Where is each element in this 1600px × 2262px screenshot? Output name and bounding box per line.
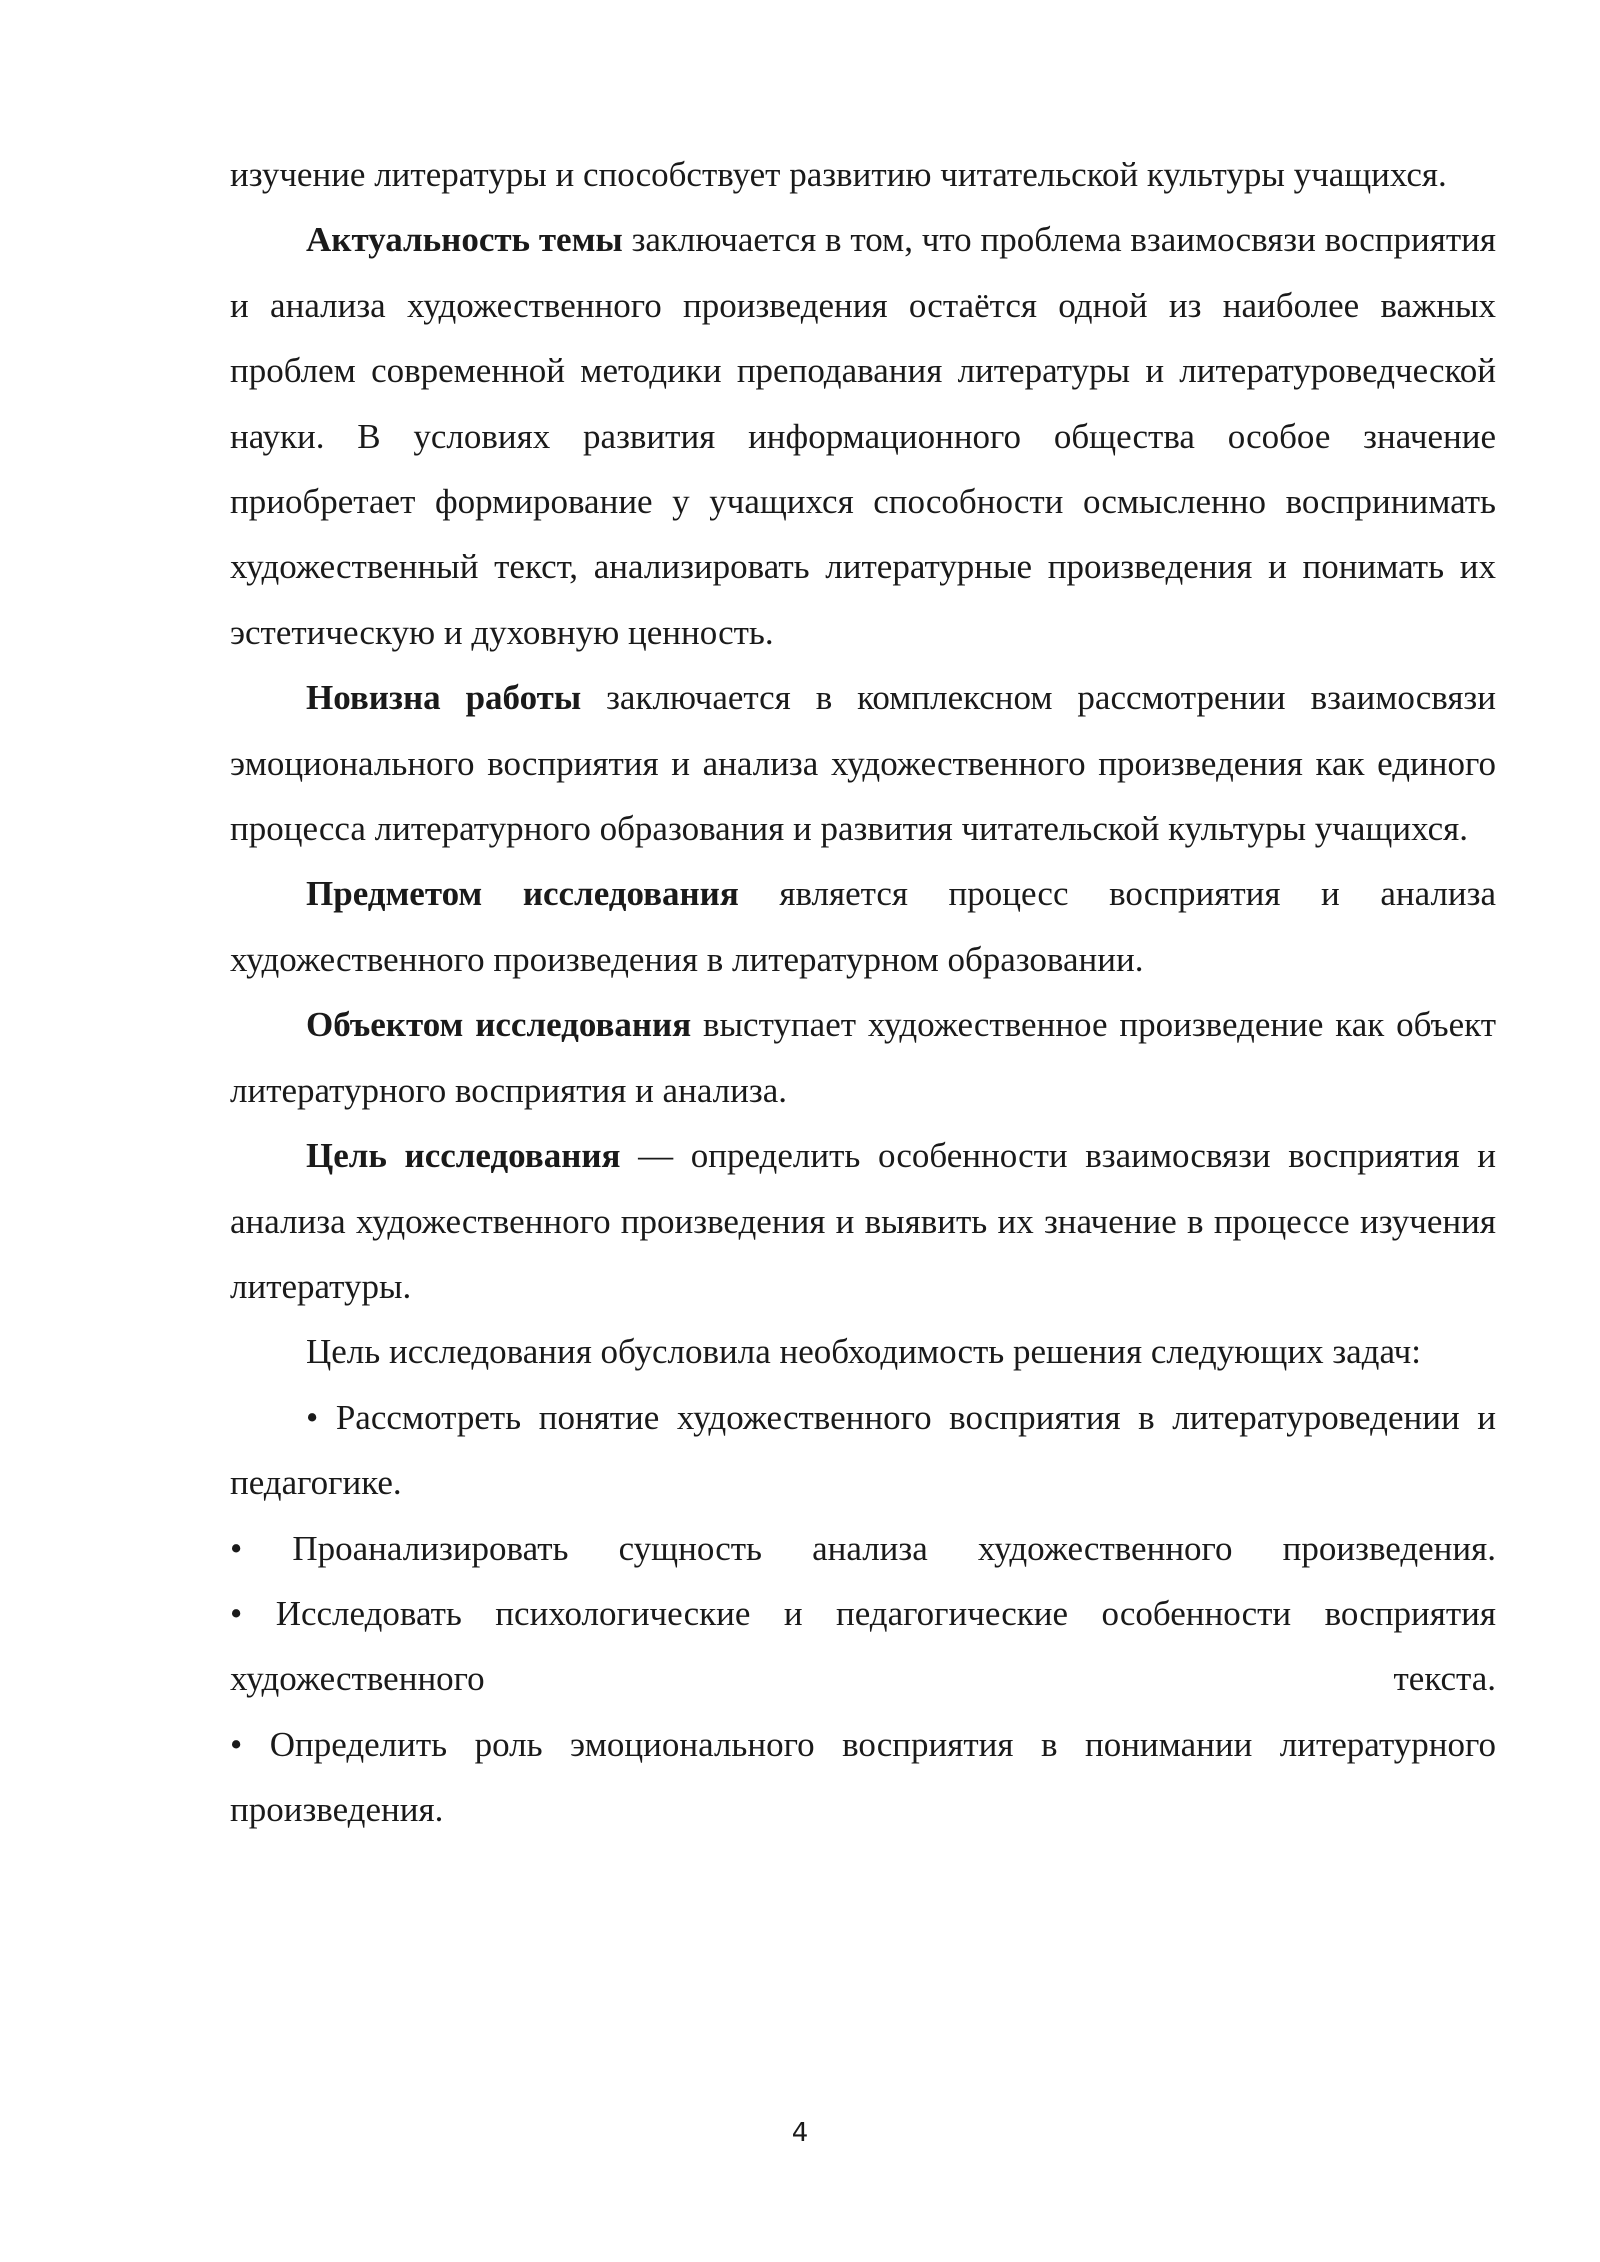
novelty-text: заключается в комплексном рассмотрении взаимосвязи эмоционального восприятия и анализа художественного произведения как единого процесса литературного образования и развития читательской культуры учащихся. <box>230 678 1496 849</box>
paragraph-relevance <box>230 207 1496 665</box>
paragraph-novelty <box>230 665 1496 861</box>
object-text: выступает художественное произведение как объект литературного восприятия и анализа. <box>230 1005 1496 1110</box>
task-item-1: • Рассмотреть понятие художественного восприятия в литературоведении и педагогике. <box>230 1397 1496 1503</box>
paragraph-object <box>230 992 1496 1123</box>
novelty-label: Новизна работы <box>306 678 582 718</box>
object-label: Объектом исследования <box>306 1005 692 1045</box>
goal-label: Цель исследования <box>306 1136 621 1176</box>
relevance-label: Актуальность темы <box>306 220 623 260</box>
task-item-2: • Проанализировать сущность анализа художественного произведения. <box>230 1528 1496 1568</box>
page-number: 4 <box>791 2118 809 2148</box>
paragraph-tasks-intro: Цель исследования обусловила необходимость решения следующих задач: <box>306 1332 1421 1372</box>
task-item-4: • Определить роль эмоционального восприятия в понимании литературного произведения. <box>230 1724 1496 1830</box>
relevance-text: заключается в том, что проблема взаимосвязи восприятия и анализа художественного произведения остаётся одной из наиболее важных проблем современной методики преподавания литературы и литературоведческой науки. В условиях развития информационного общества особое значение приобретает формирование у учащихся способности осмысленно воспринимать художественный текст, анализировать литературные произведения и понимать их эстетическую и духовную ценность. <box>230 220 1496 652</box>
task-item-3: • Исследовать психологические и педагогические особенности восприятия художественного текста. <box>230 1593 1496 1699</box>
subject-text: является процесс восприятия и анализа художественного произведения в литературном образовании. <box>230 874 1496 979</box>
paragraph-intro: изучение литературы и способствует развитию читательской культуры учащихся. <box>230 155 1447 194</box>
subject-label: Предметом исследования <box>306 874 739 914</box>
page-body <box>230 142 1496 1843</box>
paragraph-subject <box>230 861 1496 992</box>
goal-text: — определить особенности взаимосвязи восприятия и анализа художественного произведения и выявить их значение в процессе изучения литературы. <box>230 1136 1496 1306</box>
paragraph-goal <box>230 1123 1496 1319</box>
